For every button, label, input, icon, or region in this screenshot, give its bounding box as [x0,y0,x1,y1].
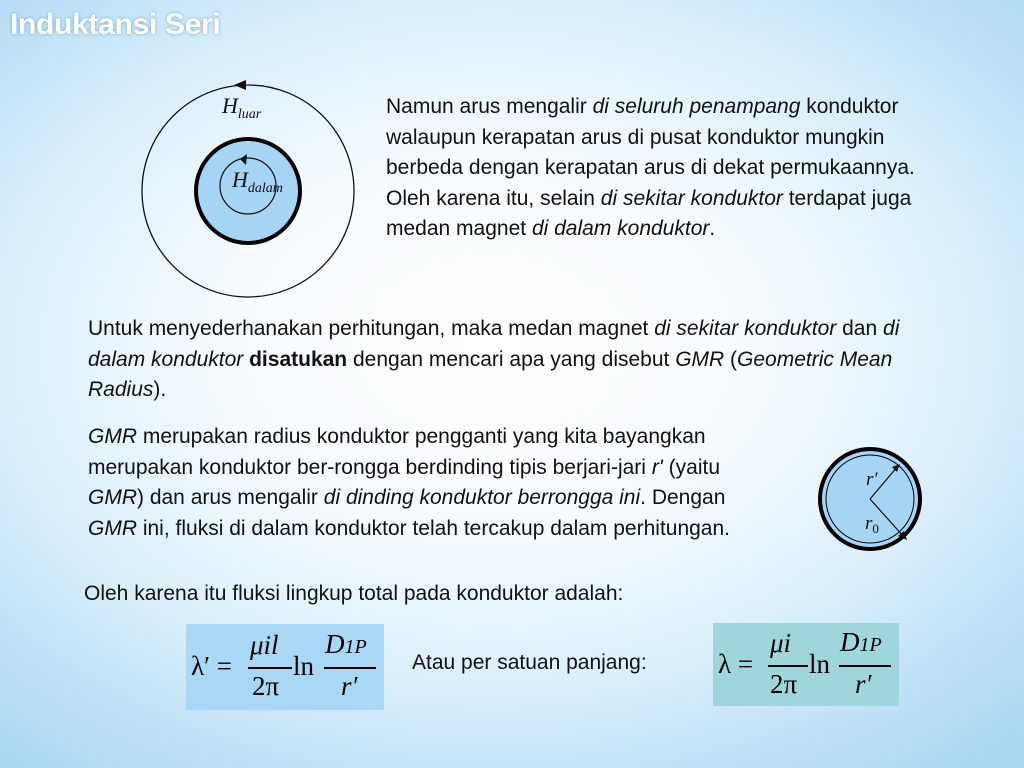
paragraph-3: GMR merupakan radius konduktor pengganti yang kita bayangkan merupakan konduktor ber-rongga berdinding tipis berjari-jari r' (yaitu GMR) dan arus mengalir di dinding konduktor berrongga ini. Dengan GMR ini, fluksi di dalam konduktor telah tercakup dalam perhitungan. [88,425,731,540]
gmr-diagram [814,445,926,557]
equation-label: Atau per satuan panjang: [412,651,647,674]
eq2-numerator: μi [770,628,792,658]
slide-title: Induktansi Seri [10,8,221,41]
h-outer-label: $H_{luar}$ [222,93,262,122]
eq1-frac2-numerator: D1P [325,629,367,659]
eq1-numerator: μil [250,630,279,660]
conductor-field-diagram [136,80,360,304]
eq2-ln: ln [809,649,831,679]
paragraph-2: Untuk menyederhanakan perhitungan, maka medan magnet di sekitar konduktor dan di dalam konduktor disatukan dengan mencari apa yang disebut GMR (Geometric Mean Radius). [88,317,900,401]
eq1-denominator: 2π [252,671,280,701]
outer-field-arrow [234,80,246,90]
r-prime-label: r′ [866,469,878,490]
eq2-denominator: 2π [770,669,798,699]
paragraph-1: Namun arus mengalir di seluruh penampang konduktor walaupun kerapatan arus di pusat konduktor mungkin berbeda dengan kerapatan arus di dekat permukaannya. Oleh karena itu, selain di sekitar konduktor terdapat juga medan magnet di dalam konduktor. [386,95,915,240]
eq2-lhs: λ = [718,649,754,679]
h-inner-label: $H_{dalam}$ [232,167,283,196]
eq1-lhs: λ′ = [191,651,232,681]
eq1-ln: ln [293,651,315,681]
eq1-fraction-line [248,667,292,669]
eq2-frac2-denominator: r′ [855,669,872,699]
equation-flux-linkage [186,624,384,710]
eq2-fraction-line [768,665,808,667]
eq1-frac2-line [324,667,376,669]
eq2-frac2-line [839,665,891,667]
eq1-frac2-denominator: r′ [341,671,358,701]
equation-flux-per-length [713,623,899,706]
eq2-frac2-numerator: D1P [840,627,882,657]
r0-label: $r_0$ [865,513,879,536]
paragraph-4: Oleh karena itu fluksi lingkup total pada konduktor adalah: [84,582,624,605]
